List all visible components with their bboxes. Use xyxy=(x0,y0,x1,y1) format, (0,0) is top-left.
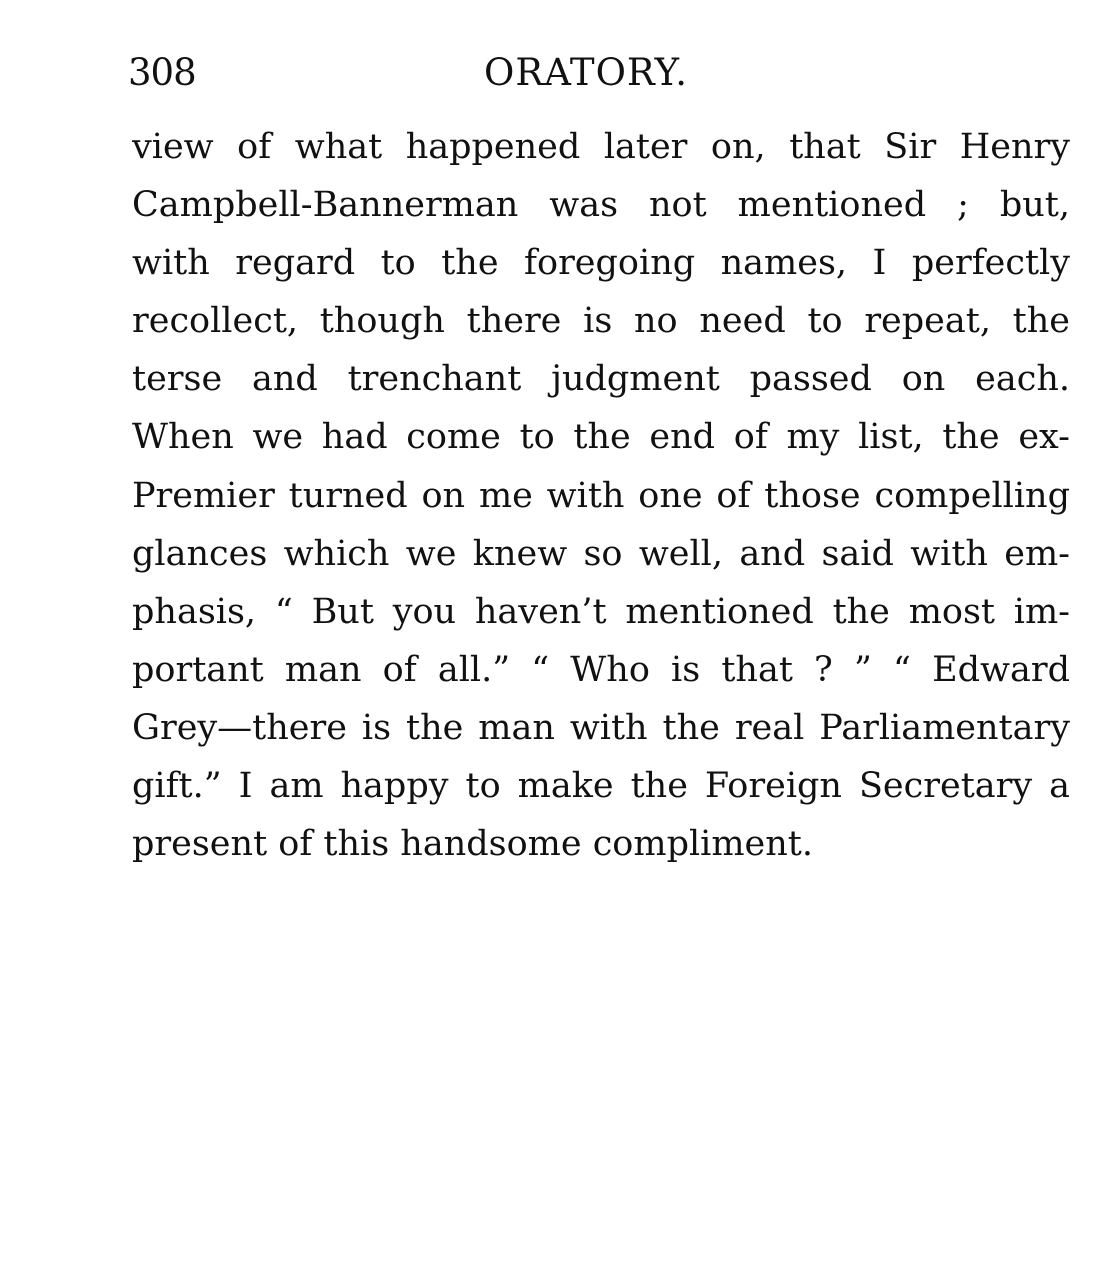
text-line: Campbell-Bannerman was not mentioned ; but, xyxy=(132,185,1070,226)
body-text xyxy=(132,118,1070,873)
text-line: Premier turned on me with one of those compelling xyxy=(132,475,1070,516)
page-number: 308 xyxy=(128,51,196,94)
text-line: phasis, “ But you haven’t mentioned the most im- xyxy=(132,591,1070,632)
text-line-last: present of this handsome compliment. xyxy=(132,824,813,865)
text-line: When we had come to the end of my list, the ex- xyxy=(132,417,1070,458)
running-title: ORATORY. xyxy=(484,51,689,94)
text-line: glances which we knew so well, and said with em- xyxy=(132,533,1070,574)
text-line: terse and trenchant judgment passed on each. xyxy=(132,359,1070,400)
text-line: view of what happened later on, that Sir Henry xyxy=(132,127,1070,167)
text-line: portant man of all.” “ Who is that ? ” “ Edward xyxy=(132,649,1070,690)
text-line: Grey—there is the man with the real Parliamentary xyxy=(132,707,1070,748)
text-line: with regard to the foregoing names, I perfectly xyxy=(132,243,1070,284)
text-line: recollect, though there is no need to repeat, the xyxy=(132,301,1070,342)
text-line: gift.” I am happy to make the Foreign Secretary a xyxy=(132,766,1070,807)
